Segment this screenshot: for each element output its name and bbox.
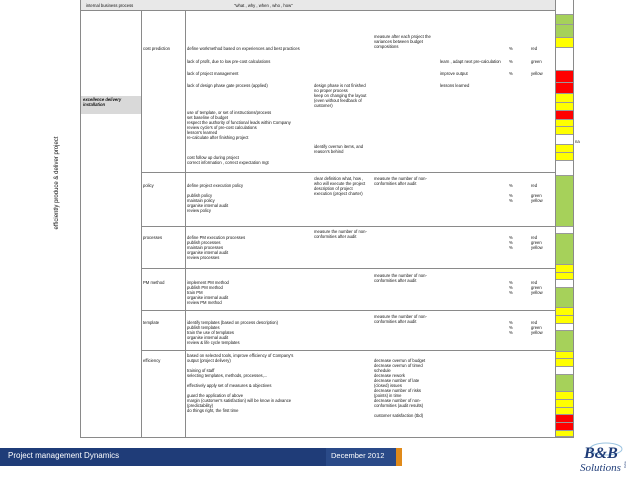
grid-line [80, 10, 574, 11]
status-cell [556, 359, 573, 367]
status-cell [556, 431, 573, 437]
row1-text: define workmethod based on experiences and best practices [187, 46, 300, 51]
status-cell [556, 71, 573, 82]
section-divider [141, 226, 555, 227]
footer-accent [396, 448, 402, 466]
logo-bvba-text: bvba [623, 461, 627, 468]
row3-text: lack of project management [187, 71, 239, 76]
logo-solutions-text: Solutions [580, 462, 621, 474]
processes-actions: define PM execution processes publish processes maintain processes organise internal audit review processes [187, 235, 246, 260]
row4-text: lack of design phase gate process (applied) [187, 83, 268, 88]
status-cell [556, 423, 573, 431]
header-internal-business-process: internal business process [86, 3, 134, 8]
efficiency-label: efficiency [143, 358, 161, 363]
status-cell [556, 15, 573, 25]
company-logo [536, 440, 632, 476]
status-cell [556, 408, 573, 416]
status-cell [556, 331, 573, 351]
status-cell [556, 83, 573, 94]
template-label: template [143, 320, 160, 325]
row3-pct: % [509, 71, 513, 76]
row2-pct: % [509, 59, 513, 64]
status-cell [556, 324, 573, 332]
grid-line [185, 10, 186, 438]
pm-method-label: PM method [143, 280, 165, 285]
row3-action: improve output [440, 71, 468, 76]
template-pct: % % % [509, 320, 513, 335]
status-cell [556, 280, 573, 288]
status-cell [556, 111, 573, 120]
status-cell [556, 0, 573, 15]
grid-line [141, 10, 142, 438]
status-cell [556, 415, 573, 423]
status-cell [556, 288, 573, 308]
header-what-why: "what , why , when , who , how" [234, 3, 293, 8]
policy-measure: measure the number of non- conformities after audit [374, 176, 427, 186]
excellence-list: use of template, or set of instructions/process set baseline of budget respect the authority of functional leads within Company review cycle's of pre-cost calculations lesson's learned re-calculate after finishing project [187, 110, 291, 140]
row2-text: lack of profit, due to low pre-cost calculations [187, 59, 271, 64]
row2-action: learn , adapt next pre-calculation [440, 59, 501, 64]
status-cell [556, 48, 573, 71]
status-cell [556, 153, 573, 161]
status-cell [556, 400, 573, 408]
logo-graphic [536, 440, 632, 476]
template-measure: measure the number of non- conformities after audit [374, 314, 427, 324]
section-divider [141, 310, 555, 311]
status-cell [556, 127, 573, 135]
row4-action: lessons learned [440, 83, 470, 88]
pm-method-pct: % % % [509, 280, 513, 295]
excellence-note-b: identify overrun items, and reason's behind [314, 144, 364, 154]
grid-line [80, 0, 81, 438]
status-cell [556, 234, 573, 265]
template-status: red green yellow [531, 320, 543, 335]
pm-method-actions: implement PM method publish PM method train PM organise internal audit review PM method [187, 280, 229, 305]
status-cell [556, 135, 573, 145]
policy-label: policy [143, 183, 154, 188]
row-measure-variances: measure after each project the variances between budget compositions [374, 34, 431, 49]
grid-line [573, 0, 574, 438]
policy-status: red green yellow [531, 183, 543, 203]
header-row [80, 0, 555, 10]
excellence-label: excellence delivery installation [83, 97, 122, 107]
status-cell [556, 265, 573, 273]
section-divider [141, 350, 555, 351]
logo-bb-text: B&B [584, 445, 618, 462]
section-divider [141, 268, 555, 269]
status-cell [556, 94, 573, 103]
status-cell [556, 103, 573, 111]
row2-status: green [531, 59, 542, 64]
status-cell [556, 25, 573, 38]
na-label: na [575, 139, 580, 144]
processes-label: processes [143, 235, 163, 240]
status-cell [556, 273, 573, 281]
processes-status: red green yellow [531, 235, 543, 250]
row4-note: design phase is not finished no proper process [314, 83, 366, 93]
status-cell [556, 176, 573, 227]
status-cell [556, 316, 573, 324]
status-cell [556, 227, 573, 235]
excellence-followup: cost follow up during project correct information , correct expectation mgt [187, 155, 269, 165]
status-cell [556, 120, 573, 128]
processes-pct: % % % [509, 235, 513, 250]
footer-title: Project management Dynamics [8, 451, 120, 460]
excellence-note-a: keep on changing the layout (even without feedback of customer) [314, 93, 367, 108]
footer-date: December 2012 [331, 451, 385, 460]
status-cell [556, 375, 573, 393]
policy-definition: clear definition what, how , who will execute the project description of project execution (project charter) [314, 176, 366, 196]
status-cell [556, 392, 573, 400]
efficiency-actions: based on selected tools, improve efficiency of Company's output (project delivery) training of staff selecting templates, methods, processes,... effectively apply set of measures & objectives guard the application of above margin (customer's satisfaction) will be know in advance (predictability) do things right, the first time [187, 353, 294, 413]
cost-prediction-label: cost prediction [143, 46, 170, 51]
status-cell [556, 352, 573, 360]
processes-measure: measure the number of non- conformities after audit [314, 229, 367, 239]
row0-status: red [531, 46, 538, 51]
policy-pct: % % % [509, 183, 513, 203]
policy-actions: define project execution policy publish policy maintain policy organise internal audit review policy [187, 183, 244, 213]
pm-method-measure: measure the number of non- conformities after audit [374, 273, 427, 283]
row0-pct: % [509, 46, 513, 51]
side-label-vertical: efficiently produce & deliver project [54, 136, 60, 230]
grid-line [80, 437, 574, 438]
status-cell [556, 38, 573, 48]
section-divider [141, 172, 555, 173]
efficiency-measures: decrease overrun of budget decrease overrun of timed schedule decrease rework decrease number of late (closed) issues decrease number of risks (points) in time decrease number of non- conformities (audit results) customer satisfaction (tbd) [374, 358, 426, 418]
status-cell [556, 367, 573, 375]
status-cell [556, 145, 573, 153]
row3-status: yellow [531, 71, 543, 76]
pm-method-status: red green yellow [531, 280, 543, 295]
status-cell [556, 308, 573, 316]
status-cell [556, 161, 573, 176]
template-actions: identify templates (based on process description) publish templates train the use of templates organise internal audit review & life cycle templates [187, 320, 279, 345]
